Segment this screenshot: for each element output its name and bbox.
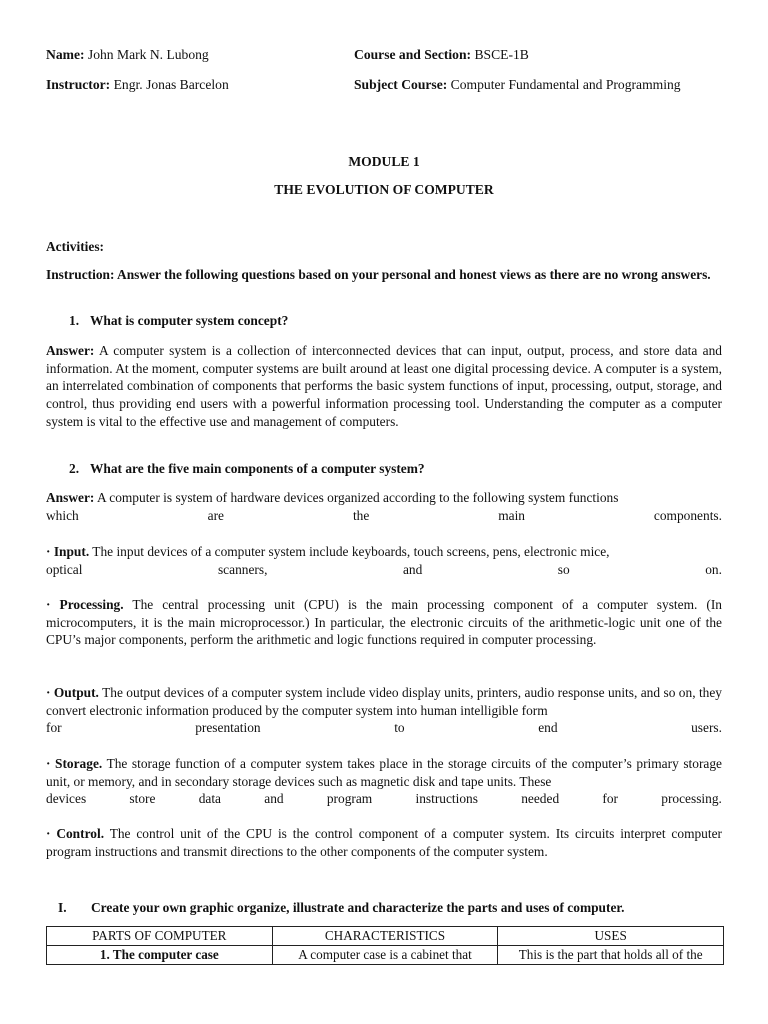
- answer-2-word: main: [498, 507, 525, 523]
- output-word: end: [538, 720, 558, 736]
- storage-label: · Storage.: [46, 756, 103, 771]
- table-row: [47, 946, 724, 965]
- processing-label: · Processing.: [46, 597, 124, 612]
- subject-value: Computer Fundamental and Programming: [450, 77, 681, 92]
- document-title: THE EVOLUTION OF COMPUTER: [274, 182, 494, 197]
- input-word: scanners,: [217, 561, 268, 577]
- question-1-text: What is computer system concept?: [90, 313, 289, 328]
- storage-word: instructions: [415, 791, 478, 807]
- input-word: on.: [705, 561, 722, 577]
- question-1-number: 1.: [69, 313, 80, 328]
- instructor-label: Instructor:: [46, 77, 111, 92]
- answer-2-line-1: [46, 489, 722, 507]
- table-cell-uses: This is the part that holds all of the: [498, 946, 724, 965]
- answer-1-text: A computer system is a collection of interconnected devices that can input, output, process, and store data and information. At the moment, computer systems are built around at least one digital processing device. A computer is a system, an interrelated combination of components that performs the basic system functions of input, processing, output, storage, and control, thus providing end users with a powerful information processing tool. Understanding the computer as a computer system is vital to the effective use and management of computers.: [46, 343, 722, 429]
- input-word: and: [402, 561, 423, 577]
- table-cell-characteristics: A computer case is a cabinet that: [272, 946, 498, 965]
- table-cell-part: 1. The computer case: [47, 946, 273, 965]
- answer-2-line-1-text: A computer is system of hardware devices organized according to the following system functions: [96, 490, 619, 505]
- storage-word: program: [326, 791, 373, 807]
- name-line: [46, 47, 209, 63]
- question-1: [69, 313, 288, 329]
- storage-word: data: [198, 791, 221, 807]
- name-value: John Mark N. Lubong: [87, 47, 209, 62]
- storage-word: processing.: [661, 791, 722, 807]
- output-paragraph: [46, 684, 722, 737]
- module-heading: MODULE 1: [348, 154, 420, 169]
- storage-word: and: [264, 791, 284, 807]
- instruction-text: Instruction: Answer the following questions based on your personal and honest views as there are no wrong answers.: [46, 267, 711, 282]
- control-paragraph: [46, 825, 722, 860]
- question-2-number: 2.: [69, 461, 80, 476]
- answer-1: [46, 342, 722, 431]
- subject-label: Subject Course:: [354, 77, 448, 92]
- instructor-value: Engr. Jonas Barcelon: [113, 77, 229, 92]
- storage-line-3: [46, 790, 722, 808]
- processing-paragraph: [46, 596, 722, 649]
- course-label: Course and Section:: [354, 47, 472, 62]
- name-label: Name:: [46, 47, 85, 62]
- output-word: users.: [691, 720, 722, 736]
- output-label: · Output.: [46, 685, 99, 700]
- question-2-text: What are the five main components of a computer system?: [90, 461, 425, 476]
- input-word: optical: [46, 561, 83, 577]
- answer-2-label: Answer:: [46, 490, 95, 505]
- storage-word: devices: [46, 791, 87, 807]
- question-2: [69, 461, 425, 477]
- parts-table: [46, 926, 724, 965]
- section-i-number: I.: [58, 900, 67, 915]
- storage-word: store: [129, 791, 156, 807]
- answer-2-word: which: [46, 507, 79, 523]
- storage-paragraph: [46, 755, 722, 808]
- control-text: The control unit of the CPU is the control component of a computer system. Its circuits interpret computer program instructions and transmit directions to the other components of the computer system.: [46, 826, 722, 859]
- input-line-1: The input devices of a computer system include keyboards, touch screens, pens, electronic mice,: [92, 544, 610, 559]
- input-line-2: [46, 561, 722, 579]
- output-word: presentation: [195, 720, 261, 736]
- storage-word: for: [602, 791, 619, 807]
- course-line: [354, 47, 529, 63]
- section-i-heading: [58, 900, 624, 916]
- output-line-3: [46, 719, 722, 737]
- column-header-parts: PARTS OF COMPUTER: [47, 927, 273, 946]
- input-paragraph: [46, 543, 722, 578]
- answer-1-label: Answer:: [46, 343, 95, 358]
- storage-text: The storage function of a computer system takes place in the storage circuits of the computer’s primary storage unit, or memory, and in secondary storage devices such as magnetic disk and tape units. These: [46, 756, 722, 789]
- table-header-row: [47, 927, 724, 946]
- answer-2-word: components.: [653, 507, 722, 523]
- instructor-line: [46, 77, 229, 93]
- processing-text: The central processing unit (CPU) is the main processing component of a computer system. (In microcomputers, it is the main microprocessor.) In particular, the electronic circuits of the arithmetic-logic unit one of the CPU’s major components, perform the arithmetic and logic functions required in computer processing.: [46, 597, 722, 648]
- input-label: · Input.: [46, 544, 90, 559]
- answer-2-word: are: [207, 507, 225, 523]
- control-label: · Control.: [46, 826, 105, 841]
- section-i-text: Create your own graphic organize, illustrate and characterize the parts and uses of computer.: [91, 900, 625, 915]
- output-word: to: [394, 720, 405, 736]
- output-text: The output devices of a computer system include video display units, printers, audio response units, and so on, they convert electronic information produced by the computer system into human intelligible form: [46, 685, 723, 718]
- answer-2-line-2: [46, 507, 722, 525]
- storage-word: needed: [521, 791, 560, 807]
- output-word: for: [46, 720, 62, 736]
- answer-2-word: the: [352, 507, 370, 523]
- answer-2: [46, 489, 722, 524]
- activities-label: Activities:: [46, 239, 105, 254]
- subject-line: [354, 77, 681, 93]
- input-word: so: [557, 561, 570, 577]
- course-value: BSCE-1B: [474, 47, 529, 62]
- column-header-uses: USES: [498, 927, 724, 946]
- column-header-characteristics: CHARACTERISTICS: [272, 927, 498, 946]
